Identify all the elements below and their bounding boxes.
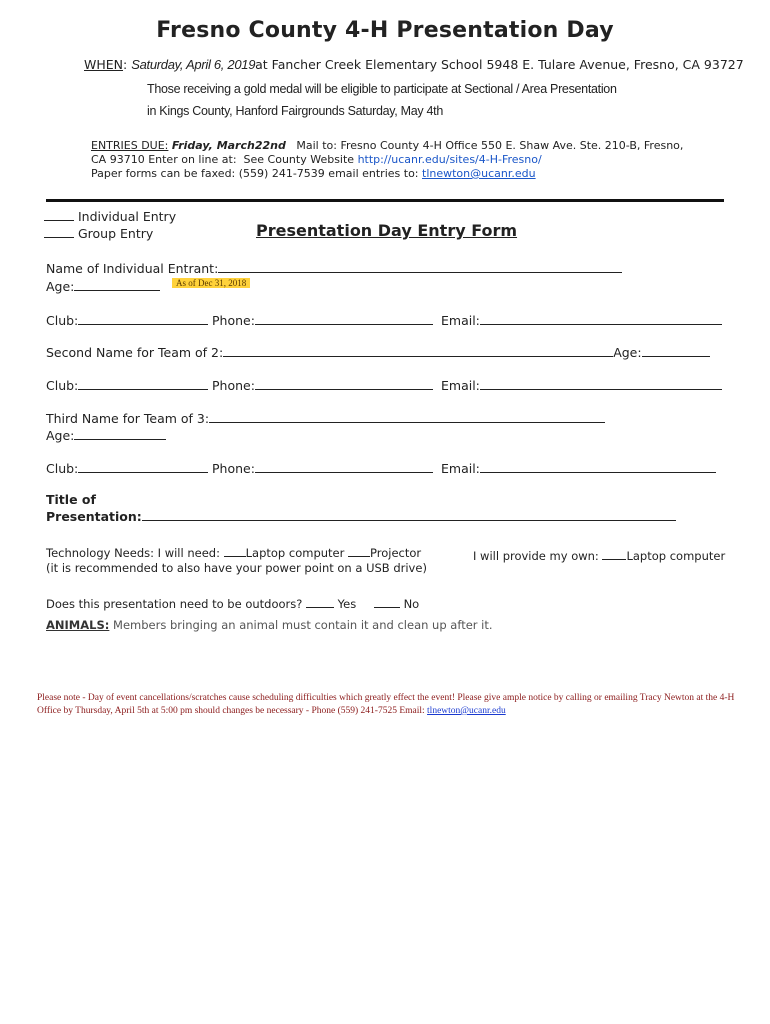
club-row-1 bbox=[46, 312, 208, 328]
phone-field-2[interactable] bbox=[255, 377, 433, 390]
age-label: Age: bbox=[46, 428, 75, 443]
phone-field-3[interactable] bbox=[255, 460, 433, 473]
animals-text: Members bringing an animal must contain it and clean up after it. bbox=[113, 618, 493, 632]
form-title: Presentation Day Entry Form bbox=[256, 221, 518, 240]
age-label: Age: bbox=[46, 279, 75, 294]
club-row-2 bbox=[46, 377, 208, 393]
second-name-field[interactable] bbox=[223, 344, 613, 357]
club-row-3 bbox=[46, 460, 208, 476]
email-row-2 bbox=[441, 377, 722, 393]
entries-info bbox=[91, 139, 691, 181]
phone-label: Phone: bbox=[212, 378, 255, 393]
fax-text: Paper forms can be faxed: (559) 241-7539 email entries to: bbox=[91, 167, 419, 180]
individual-age-field[interactable] bbox=[74, 278, 160, 291]
projector-need-blank[interactable] bbox=[348, 544, 370, 557]
mail-to-text: Mail to: Fresno County 4-H Office 550 E. Shaw Ave. Ste. 210-B, Fresno, CA 93710 Enter on line at: bbox=[91, 139, 684, 166]
entries-due-label: ENTRIES DUE: bbox=[91, 139, 169, 152]
third-name-field[interactable] bbox=[209, 410, 605, 423]
club-field-2[interactable] bbox=[78, 377, 208, 390]
individual-entry-option[interactable] bbox=[44, 208, 176, 224]
presentation-title-field[interactable] bbox=[142, 508, 676, 521]
third-age-row bbox=[46, 427, 166, 443]
club-label: Club: bbox=[46, 461, 79, 476]
email-label: Email: bbox=[441, 461, 480, 476]
animals-label: ANIMALS: bbox=[46, 618, 110, 632]
provide-own-label: I will provide my own: bbox=[473, 549, 599, 563]
email-field-1[interactable] bbox=[480, 312, 722, 325]
when-label: WHEN bbox=[84, 57, 124, 72]
phone-row-3 bbox=[212, 460, 433, 476]
provide-own-row bbox=[473, 547, 725, 563]
email-field-3[interactable] bbox=[480, 460, 716, 473]
presentation-title-label-2: Presentation: bbox=[46, 509, 142, 524]
phone-row-2 bbox=[212, 377, 433, 393]
outdoors-question-row bbox=[46, 595, 419, 611]
usb-recommendation: (it is recommended to also have your power point on a USB drive) bbox=[46, 561, 427, 575]
second-name-row bbox=[46, 344, 710, 360]
presentation-title-label-1: Title of bbox=[46, 492, 96, 507]
animals-note bbox=[46, 618, 493, 632]
phone-label: Phone: bbox=[212, 313, 255, 328]
individual-name-label: Name of Individual Entrant: bbox=[46, 261, 219, 276]
outdoors-yes-label: Yes bbox=[337, 597, 357, 611]
projector-need-label: Projector bbox=[370, 546, 422, 560]
individual-age-row bbox=[46, 278, 160, 294]
header-divider bbox=[46, 199, 724, 202]
email-label: Email: bbox=[441, 378, 480, 393]
event-location: at Fancher Creek Elementary School 5948 E. Tulare Avenue, Fresno, CA 93727 bbox=[255, 57, 744, 72]
third-name-label: Third Name for Team of 3: bbox=[46, 411, 210, 426]
website-link[interactable]: http://ucanr.edu/sites/4-H-Fresno/ bbox=[357, 153, 542, 166]
email-row-1 bbox=[441, 312, 722, 328]
club-field-3[interactable] bbox=[78, 460, 208, 473]
event-date: Saturday, April 6, 2019 bbox=[131, 57, 256, 72]
outdoors-question: Does this presentation need to be outdoors? bbox=[46, 597, 303, 611]
second-age-field[interactable] bbox=[642, 344, 710, 357]
laptop-need-blank[interactable] bbox=[224, 544, 246, 557]
club-field-1[interactable] bbox=[78, 312, 208, 325]
tech-needs-label: Technology Needs: I will need: bbox=[46, 546, 220, 560]
entries-due-date: Friday, March22nd bbox=[171, 139, 286, 152]
second-name-label: Second Name for Team of 2: bbox=[46, 345, 224, 360]
age-note: As of Dec 31, 2018 bbox=[172, 278, 250, 288]
outdoors-no-label: No bbox=[403, 597, 420, 611]
third-name-row bbox=[46, 410, 605, 426]
club-label: Club: bbox=[46, 378, 79, 393]
laptop-need-label: Laptop computer bbox=[245, 546, 345, 560]
footer-email-link[interactable]: tlnewton@ucanr.edu bbox=[427, 706, 506, 716]
when-separator: : bbox=[123, 57, 128, 72]
gold-medal-note-line2: in Kings County, Hanford Fairgrounds Saturday, May 4th bbox=[147, 104, 443, 118]
phone-label: Phone: bbox=[212, 461, 255, 476]
cancellation-text: Please note - Day of event cancellations/scratches cause scheduling difficulties which greatly effect the event! Please give ample notice by calling or emailing Tracy Newton at the 4-H Office by Thursday, April 5th at 5:00 pm should changes be necessary - Phone (559) 241-7525 Email: bbox=[37, 693, 735, 716]
age-label: Age: bbox=[613, 345, 642, 360]
outdoors-yes-blank[interactable] bbox=[306, 595, 334, 608]
individual-name-row bbox=[46, 260, 622, 276]
entries-email-link[interactable]: tlnewton@ucanr.edu bbox=[422, 167, 536, 180]
email-label: Email: bbox=[441, 313, 480, 328]
own-laptop-blank[interactable] bbox=[602, 547, 626, 560]
website-label: See County Website bbox=[243, 153, 355, 166]
club-label: Club: bbox=[46, 313, 79, 328]
individual-entry-label: Individual Entry bbox=[77, 209, 177, 224]
own-laptop-label: Laptop computer bbox=[626, 549, 726, 563]
group-entry-label: Group Entry bbox=[77, 226, 154, 241]
presentation-title-row bbox=[46, 491, 676, 525]
outdoors-no-blank[interactable] bbox=[374, 595, 400, 608]
group-entry-blank[interactable] bbox=[44, 225, 74, 238]
phone-row-1 bbox=[212, 312, 433, 328]
email-field-2[interactable] bbox=[480, 377, 722, 390]
third-age-field[interactable] bbox=[74, 427, 166, 440]
gold-medal-note-line1: Those receiving a gold medal will be eligible to participate at Sectional / Area Presentation bbox=[147, 82, 617, 96]
group-entry-option[interactable] bbox=[44, 225, 153, 241]
individual-name-field[interactable] bbox=[218, 260, 622, 273]
technology-needs bbox=[46, 544, 427, 576]
event-when bbox=[84, 57, 744, 72]
cancellation-note bbox=[37, 692, 737, 718]
page-title: Fresno County 4-H Presentation Day bbox=[156, 18, 614, 43]
individual-entry-blank[interactable] bbox=[44, 208, 74, 221]
email-row-3 bbox=[441, 460, 716, 476]
phone-field-1[interactable] bbox=[255, 312, 433, 325]
